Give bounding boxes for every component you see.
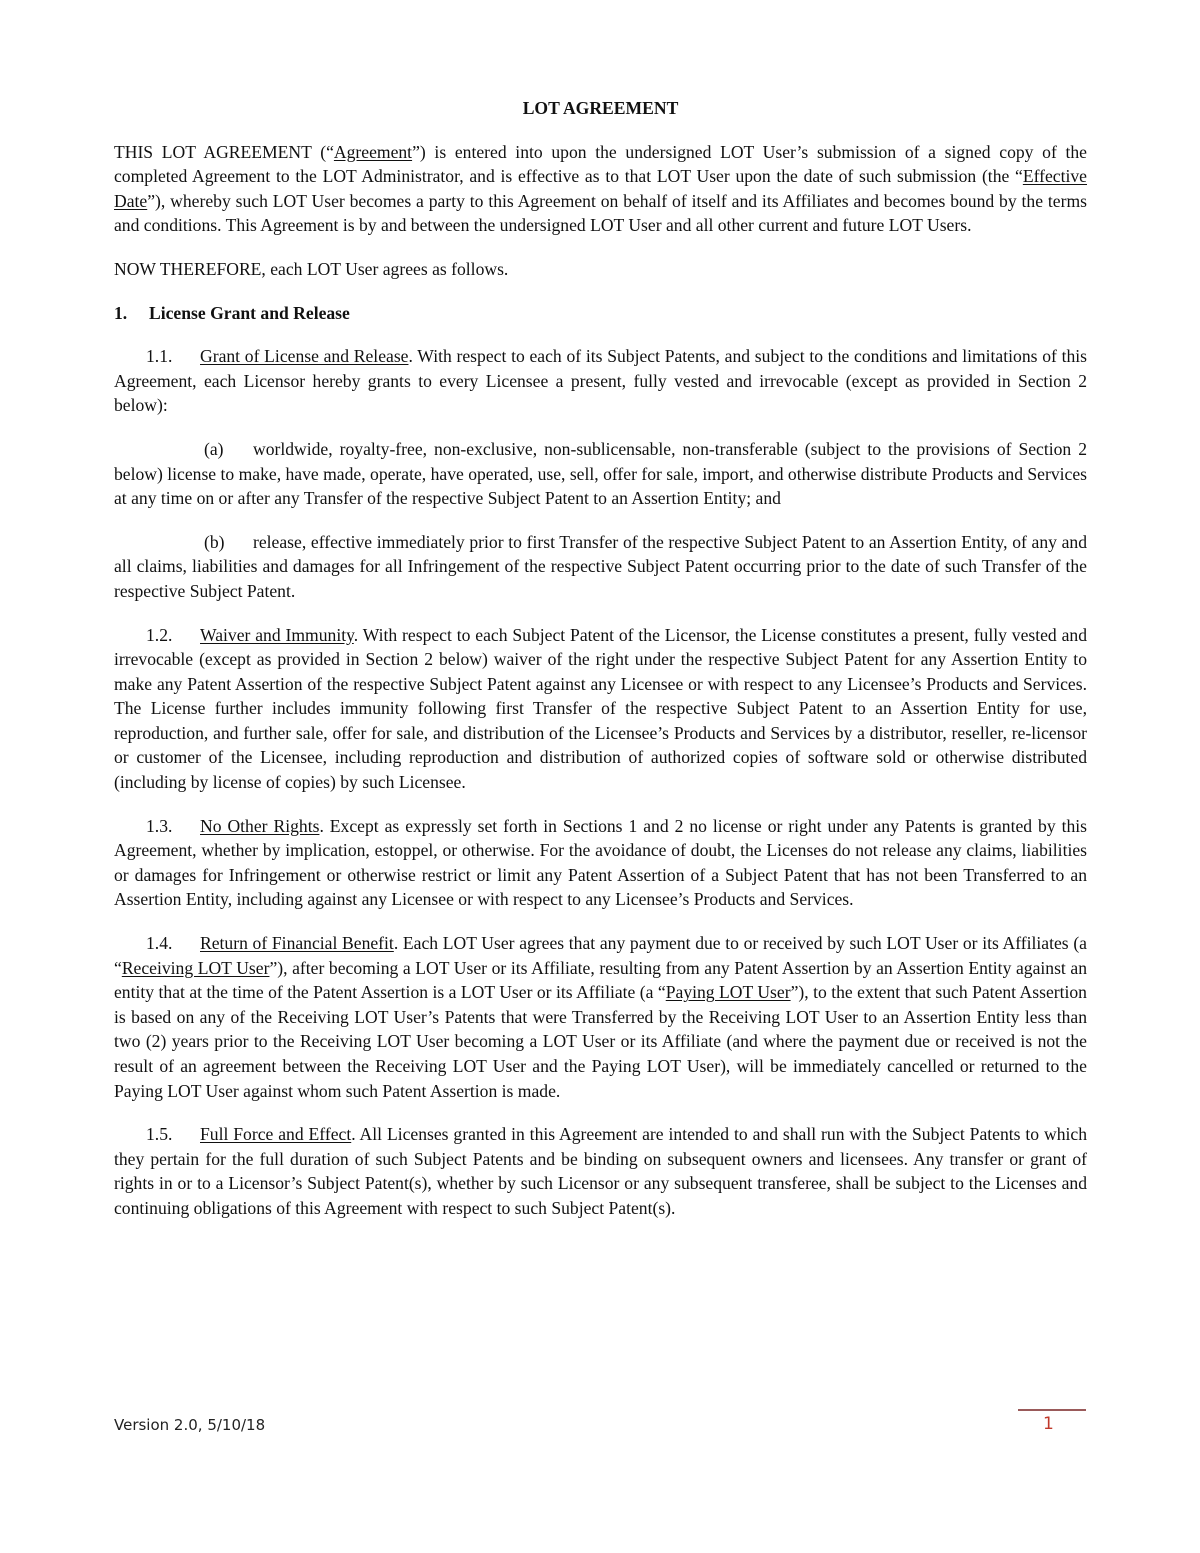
section-1-3-heading: No Other Rights bbox=[200, 815, 320, 836]
section-1-1-b-text: release, effective immediately prior to first Transfer of the respective Subject Patent to an Assertion Entity, of any and all claims, liabilities and damages for all Infringement of the respective Subject Patent occurring prior to the date of such Transfer of the respective Subject Patent. bbox=[114, 531, 1087, 601]
section-1-1-a-text: worldwide, royalty-free, non-exclusive, non-sublicensable, non-transferable (subject to the provisions of Section 2 below) license to make, have made, operate, have operated, use, sell, offer for sale, import, and otherwise distribute Products and Services at any time on or after any Transfer of the respective Subject Patent to an Assertion Entity; and bbox=[114, 438, 1087, 509]
section-1-1-heading: Grant of License and Release bbox=[200, 346, 409, 367]
section-1-2-text: . With respect to each Subject Patent of the Licensor, the License constitutes a present, fully vested and irrevocable (except as provided in Section 2 below) waiver of the right under the respective Subject Patent for any Assertion Entity to make any Patent Assertion of the respective Subject Patent against any Licensee or with respect to any Licensee’s Products and Services. The License further includes immunity following first Transfer of the respective Subject Patent to an Assertion Entity for use, reproduction, and further sale, offer for sale, and distribution of the Licensee’s Products and Services by a distributor, reseller, re-licensor or customer of the Licensee, including reproduction and distribution of authorized copies of software sold or otherwise distributed (including by license of copies) by such Licensee. bbox=[114, 624, 1088, 793]
section-1-4-number: 1.4. bbox=[146, 933, 173, 954]
section-1-1-number: 1.1. bbox=[146, 346, 173, 367]
footer-version: Version 2.0, 5/10/18 bbox=[114, 1416, 266, 1434]
section-1-title: License Grant and Release bbox=[149, 302, 350, 323]
document-title: LOT AGREEMENT bbox=[522, 98, 679, 118]
defined-term-effective-date: Effective Date bbox=[114, 166, 1087, 211]
now-therefore-paragraph: NOW THEREFORE, each LOT User agrees as follows. bbox=[114, 258, 509, 279]
section-1-5-number: 1.5. bbox=[146, 1124, 173, 1145]
section-1-3-text: . Except as expressly set forth in Sections 1 and 2 no license or right under any Patents is granted by this Agreement, whether by implication, estoppel, or otherwise. For the avoidance of doubt, the Licenses do not release any claims, liabilities or damages for Infringement or otherwise restrict or limit any Patent Assertion of a Subject Patent that has not been Transferred to an Assertion Entity, including against any Licensee or with respect to any Licensee’s Products and Services. bbox=[114, 815, 1088, 910]
defined-term-agreement: Agreement bbox=[333, 141, 413, 162]
intro-paragraph bbox=[114, 140, 1087, 238]
intro-text-3: ”), whereby such LOT User becomes a party to this Agreement on behalf of itself and its Affiliates and becomes bound by the terms and conditions. This Agreement is by and between the undersigned LOT User and all other current and future LOT Users. bbox=[114, 190, 1087, 236]
section-1-4-text-2: ”), after becoming a LOT User or its Affiliate, resulting from any Patent Assertion by an Assertion Entity against an entity that at the time of the Patent Assertion is a LOT User or its Affiliate (a “ bbox=[114, 957, 1087, 1003]
section-1-1-b-label: (b) bbox=[204, 531, 225, 552]
section-1-5-heading: Full Force and Effect bbox=[200, 1124, 352, 1145]
section-1-4-text-1: . Each LOT User agrees that any payment due to or received by such LOT User or its Affiliates (a “ bbox=[114, 933, 1087, 978]
intro-text-2: ”) is entered into upon the undersigned LOT User’s submission of a signed copy of the completed Agreement to the LOT Administrator, and is effective as to that LOT User upon the date of such submission (the “ bbox=[114, 141, 1087, 187]
section-1-4 bbox=[114, 931, 1087, 1103]
intro-text-1: THIS LOT AGREEMENT (“ bbox=[114, 141, 334, 162]
section-1-1 bbox=[114, 344, 1087, 418]
section-1-1-text: . With respect to each of its Subject Patents, and subject to the conditions and limitations of this Agreement, each Licensor hereby grants to every Licensee a present, fully vested and irrevocable (except as provided in Section 2 below): bbox=[114, 346, 1088, 416]
section-1-1-b bbox=[114, 530, 1087, 604]
section-1-4-text-3: ”), to the extent that such Patent Assertion is based on any of the Receiving LOT User’s Patents that were Transferred by the Receiving LOT User to an Assertion Entity less than two (2) years prior to the Receiving LOT User becoming a LOT User or its Affiliate (and where the payment due or received is not the result of an agreement between the Receiving LOT User and the Paying LOT User), will be immediately cancelled or returned to the Paying LOT User against whom such Patent Assertion is made. bbox=[114, 982, 1087, 1101]
section-1-3-number: 1.3. bbox=[146, 815, 173, 836]
defined-term-receiving-lot-user: Receiving LOT User bbox=[121, 957, 270, 978]
section-1-2-heading: Waiver and Immunity bbox=[200, 624, 354, 645]
section-1-2 bbox=[114, 623, 1087, 795]
section-1-1-a-label: (a) bbox=[204, 438, 224, 459]
section-1-2-number: 1.2. bbox=[146, 624, 173, 645]
section-1-4-heading: Return of Financial Benefit bbox=[200, 933, 394, 954]
section-1-heading bbox=[114, 301, 1087, 326]
section-1-3 bbox=[114, 814, 1087, 912]
section-1-number: 1. bbox=[114, 302, 128, 323]
document-body bbox=[114, 96, 1087, 1240]
section-1-5 bbox=[114, 1122, 1087, 1220]
defined-term-paying-lot-user: Paying LOT User bbox=[665, 982, 791, 1003]
footer-divider bbox=[1018, 1409, 1086, 1411]
section-1-5-text: . All Licenses granted in this Agreement are intended to and shall run with the Subject Patents to which they pertain for the full duration of such Subject Patents and be binding on subsequent owners and licensees. Any transfer or grant of rights in or to a Licensor’s Subject Patent(s), whether by such Licensor or any subsequent transferee, shall be subject to the Licenses and continuing obligations of this Agreement with respect to such Subject Patent(s). bbox=[114, 1124, 1088, 1218]
section-1-1-a bbox=[114, 437, 1087, 511]
page-number: 1 bbox=[1043, 1414, 1054, 1434]
